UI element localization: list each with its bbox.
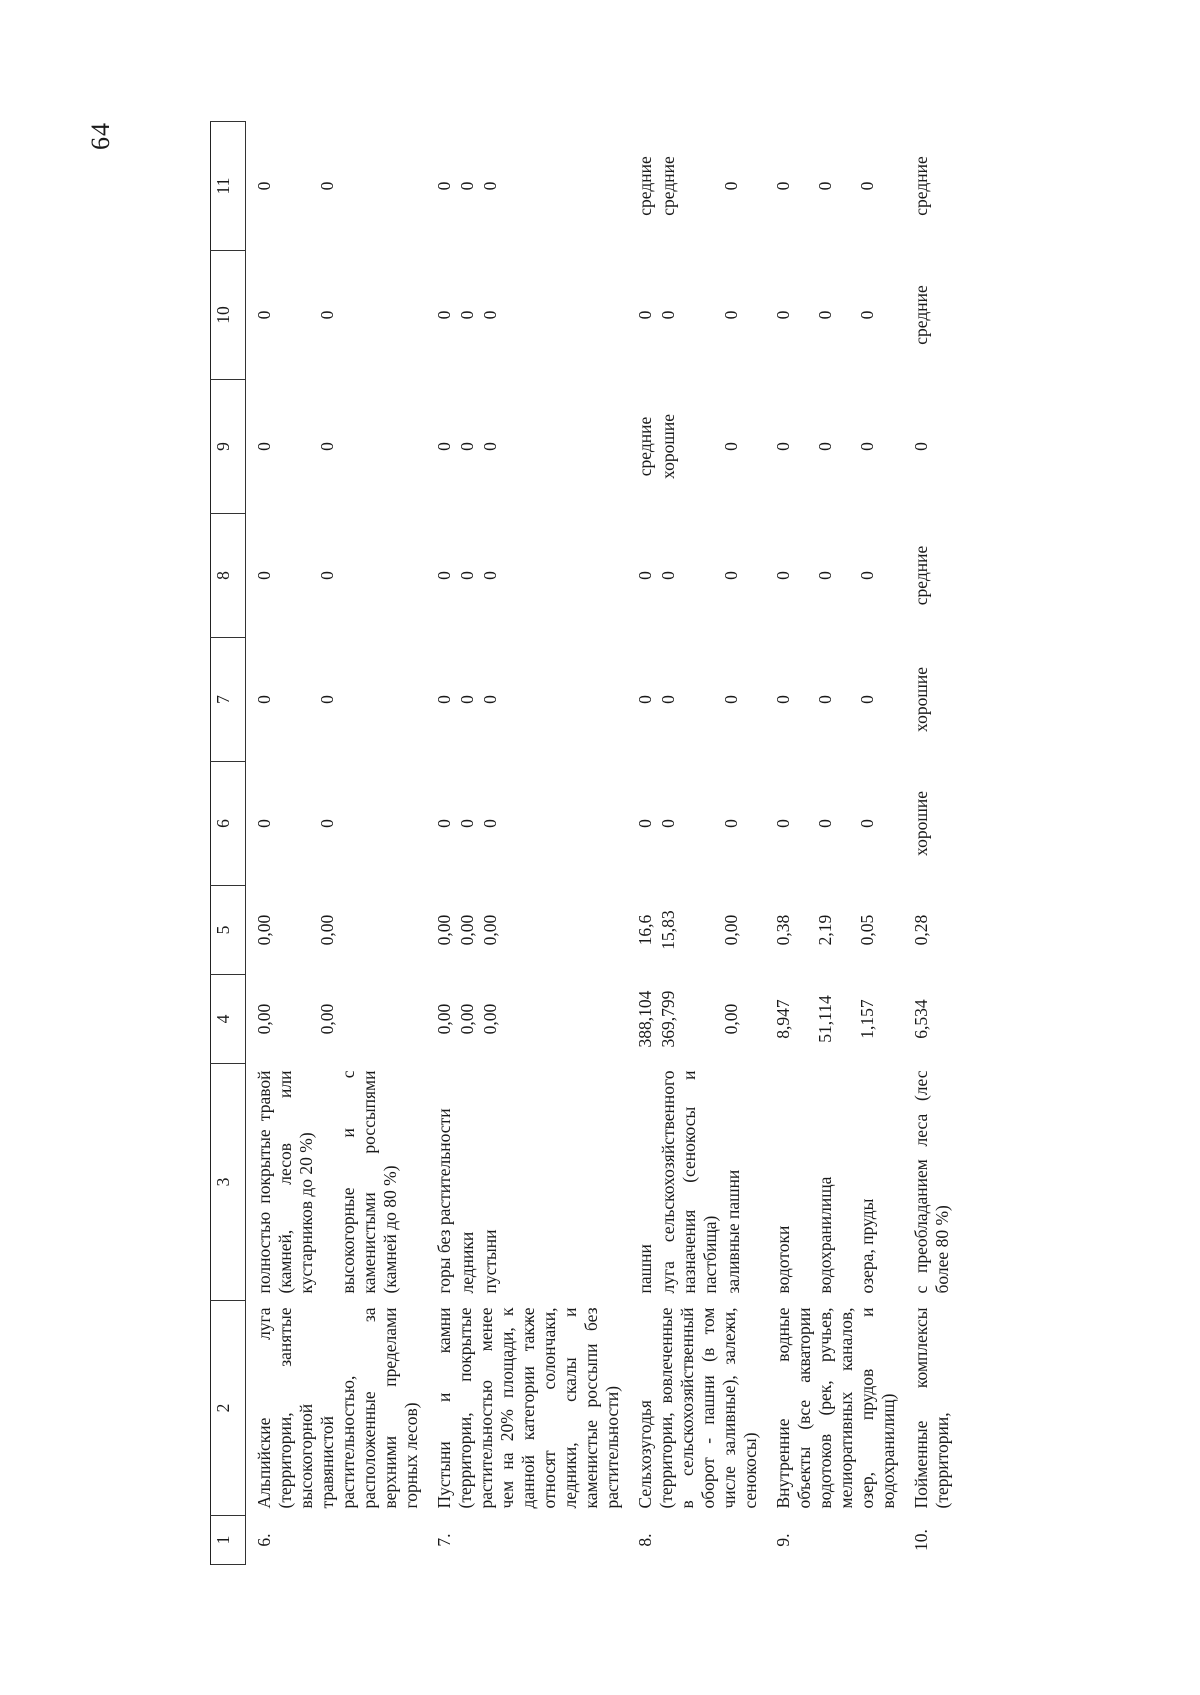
subcategory-text: пустыни xyxy=(480,1229,500,1294)
value: 0 xyxy=(254,181,274,191)
value: 0 xyxy=(480,310,500,320)
value-cell: средние xyxy=(911,545,931,606)
value: 0 xyxy=(480,819,500,828)
value-cell xyxy=(765,638,903,762)
subcategory-text: луга сельскохозяйственного назначения (сенокосы и пастбища) xyxy=(658,1070,720,1294)
header-col-1: 1 xyxy=(211,1516,246,1565)
header-col-8: 8 xyxy=(211,514,246,638)
value: 0 xyxy=(457,695,477,704)
value-cell xyxy=(426,380,627,514)
value: 8,947 xyxy=(773,999,793,1039)
value: 0 xyxy=(457,571,477,580)
value-cell xyxy=(246,975,427,1064)
header-col-3: 3 xyxy=(211,1064,246,1301)
value: 0,38 xyxy=(773,914,793,946)
header-col-11: 11 xyxy=(211,122,246,251)
subcategory-cell xyxy=(627,1064,765,1301)
value-cell: средние xyxy=(911,285,931,345)
value: 0 xyxy=(721,442,741,451)
value: 0 xyxy=(317,695,337,704)
value-cell xyxy=(246,638,427,762)
value: 0 xyxy=(721,571,741,580)
value: 0,00 xyxy=(721,1003,741,1035)
header-col-7: 7 xyxy=(211,638,246,762)
value: 0,00 xyxy=(457,1003,477,1035)
value-cell xyxy=(246,762,427,886)
value: 0,00 xyxy=(254,914,274,946)
value: 0 xyxy=(658,571,678,580)
value: 0 xyxy=(635,695,655,704)
value: 0 xyxy=(434,310,454,320)
table-row xyxy=(627,122,765,1565)
header-col-4: 4 xyxy=(211,975,246,1064)
value: средние xyxy=(635,156,655,216)
value: 0,00 xyxy=(480,914,500,946)
value: 0 xyxy=(480,571,500,580)
value: 0,00 xyxy=(721,914,741,946)
value-cell xyxy=(426,638,627,762)
value-cell: хорошие xyxy=(911,791,931,856)
page-number: 64 xyxy=(86,122,115,150)
value: 0 xyxy=(254,819,274,828)
value: средние xyxy=(635,416,655,477)
value: 0 xyxy=(815,310,835,320)
value: 0 xyxy=(815,181,835,191)
value: 0 xyxy=(254,695,274,704)
value: 1,157 xyxy=(857,999,877,1039)
value-cell: 0 xyxy=(911,442,931,451)
value: 0 xyxy=(658,819,678,828)
subcategory-text: полностью покрытые травой (камней, лесов или кустарников до 20 %) xyxy=(254,1070,316,1294)
value-cell xyxy=(627,380,765,514)
value: 0 xyxy=(857,181,877,191)
value: 51,114 xyxy=(815,995,835,1043)
value: 0 xyxy=(317,310,337,320)
value-cell xyxy=(765,886,903,975)
value-cell xyxy=(426,514,627,638)
value-cell xyxy=(426,886,627,975)
subcategory-cell xyxy=(903,1064,957,1301)
value: 0 xyxy=(815,695,835,704)
subcategory-text: горы без растительности xyxy=(434,1108,454,1294)
subcategory-text: пашни xyxy=(635,1244,655,1294)
subcategory-text: водотоки xyxy=(773,1225,793,1294)
table-row xyxy=(426,122,627,1565)
table-row xyxy=(903,122,957,1565)
value: 0,00 xyxy=(434,914,454,946)
value: 0 xyxy=(857,819,877,828)
subcategory-cell xyxy=(765,1064,903,1301)
value: 0 xyxy=(773,695,793,704)
value: 0,00 xyxy=(457,914,477,946)
value: 0,00 xyxy=(434,1003,454,1035)
value: 0 xyxy=(773,571,793,580)
value: 0 xyxy=(480,442,500,451)
value: 15,83 xyxy=(658,910,678,950)
value: 0 xyxy=(457,181,477,191)
header-col-10: 10 xyxy=(211,251,246,380)
value: 0,00 xyxy=(254,1003,274,1035)
value-cell xyxy=(246,380,427,514)
value-cell: 6,534 xyxy=(911,999,931,1039)
table-row xyxy=(246,122,427,1565)
value: 0 xyxy=(857,442,877,451)
value-cell xyxy=(765,251,903,380)
value: 0 xyxy=(317,571,337,580)
value: 0 xyxy=(317,442,337,451)
value: 0 xyxy=(434,571,454,580)
value-cell xyxy=(246,886,427,975)
value: 0 xyxy=(480,695,500,704)
value: 0 xyxy=(721,695,741,704)
value-cell xyxy=(627,514,765,638)
value-cell xyxy=(627,638,765,762)
value: 0 xyxy=(815,442,835,451)
value: 0 xyxy=(658,310,678,320)
value-cell: средние xyxy=(911,156,931,216)
value: 0 xyxy=(434,695,454,704)
table-row xyxy=(765,122,903,1565)
value: средние xyxy=(658,156,678,216)
category-name: Альпийские луга (территории, занятые высокогорной травянистой растительностью, расположенные за верхними пределами горных лесов) xyxy=(254,1307,421,1509)
value-cell: 0,28 xyxy=(911,914,931,946)
value: 0 xyxy=(721,181,741,191)
value: 0 xyxy=(721,819,741,828)
value-cell xyxy=(426,251,627,380)
value: 0 xyxy=(317,819,337,828)
subcategory-text: с преобладанием леса (лес более 80 %) xyxy=(911,1070,952,1294)
value: хорошие xyxy=(658,414,678,479)
value: 0 xyxy=(857,695,877,704)
value: 0 xyxy=(773,442,793,451)
value: 16,6 xyxy=(635,914,655,946)
value: 0 xyxy=(857,571,877,580)
value: 0 xyxy=(773,310,793,320)
row-number: 9. xyxy=(773,1533,793,1547)
value-cell xyxy=(246,514,427,638)
row-number: 6. xyxy=(254,1533,274,1547)
row-number: 7. xyxy=(434,1533,454,1547)
row-number: 8. xyxy=(635,1533,655,1547)
value-cell xyxy=(765,380,903,514)
value: 0 xyxy=(317,181,337,191)
value: 0 xyxy=(254,310,274,320)
value: 388,104 xyxy=(635,990,655,1048)
header-col-2: 2 xyxy=(211,1301,246,1516)
value: 0 xyxy=(457,819,477,828)
value-cell xyxy=(426,975,627,1064)
value: 0 xyxy=(434,181,454,191)
subcategory-cell xyxy=(246,1064,427,1301)
value: 0 xyxy=(815,571,835,580)
value-cell xyxy=(426,122,627,251)
value: 0 xyxy=(721,310,741,320)
value-cell xyxy=(765,122,903,251)
value: 0,00 xyxy=(317,914,337,946)
value: 0 xyxy=(635,571,655,580)
land-categories-table xyxy=(210,121,957,1565)
value: 369,799 xyxy=(658,990,678,1048)
value: 0 xyxy=(635,819,655,828)
value-cell xyxy=(765,762,903,886)
subcategory-text: высокогорные и с каменистыми россыпями (камней до 80 %) xyxy=(338,1070,400,1294)
value: 0 xyxy=(815,819,835,828)
value: 0 xyxy=(857,310,877,320)
header-col-6: 6 xyxy=(211,762,246,886)
value-cell xyxy=(246,122,427,251)
value-cell xyxy=(627,122,765,251)
subcategory-text: заливные пашни xyxy=(723,1169,743,1294)
value: 2,19 xyxy=(815,914,835,946)
value-cell: хорошие xyxy=(911,667,931,732)
value-cell xyxy=(627,251,765,380)
value: 0 xyxy=(635,310,655,320)
value-cell xyxy=(627,762,765,886)
subcategory-text: ледники xyxy=(457,1231,477,1294)
value: 0 xyxy=(658,695,678,704)
value-cell xyxy=(426,762,627,886)
value: 0 xyxy=(773,819,793,828)
value: 0 xyxy=(457,442,477,451)
category-name: Сельхозугодья (территории, вовлеченные в сельскохозяйственный оборот - пашни (в том числе заливные), залежи, сенокосы) xyxy=(635,1307,760,1509)
value: 0 xyxy=(480,181,500,191)
value-cell xyxy=(627,975,765,1064)
subcategory-text: водохранилища xyxy=(815,1176,835,1294)
value: 0 xyxy=(457,310,477,320)
value-cell xyxy=(627,886,765,975)
value: 0 xyxy=(254,442,274,451)
value: 0 xyxy=(773,181,793,191)
rotated-table-page xyxy=(210,156,952,1565)
value-cell xyxy=(765,975,903,1064)
category-name: Внутренние водные объекты (все акватории водотоков (рек, ручьев, мелиоративных каналов, озер, прудов и водохранилищ) xyxy=(773,1307,898,1509)
row-number: 10. xyxy=(911,1529,931,1551)
value: 0,05 xyxy=(857,914,877,946)
subcategory-cell xyxy=(426,1064,627,1301)
header-col-5: 5 xyxy=(211,886,246,975)
value: 0 xyxy=(434,442,454,451)
table-header-row xyxy=(211,122,246,1565)
header-col-9: 9 xyxy=(211,380,246,514)
category-name: Пойменные комплексы (территории, xyxy=(911,1307,952,1509)
value: 0 xyxy=(254,571,274,580)
value: 0 xyxy=(434,819,454,828)
value-cell xyxy=(765,514,903,638)
value-cell xyxy=(246,251,427,380)
value: 0,00 xyxy=(317,1003,337,1035)
value: 0,00 xyxy=(480,1003,500,1035)
subcategory-text: озера, пруды xyxy=(857,1198,877,1294)
category-name: Пустыни и камни (территории, покрытые растительностью менее чем на 20% площади, к данной категории также относят солончаки, ледники, скалы и каменистые россыпи без растительности) xyxy=(434,1307,622,1509)
